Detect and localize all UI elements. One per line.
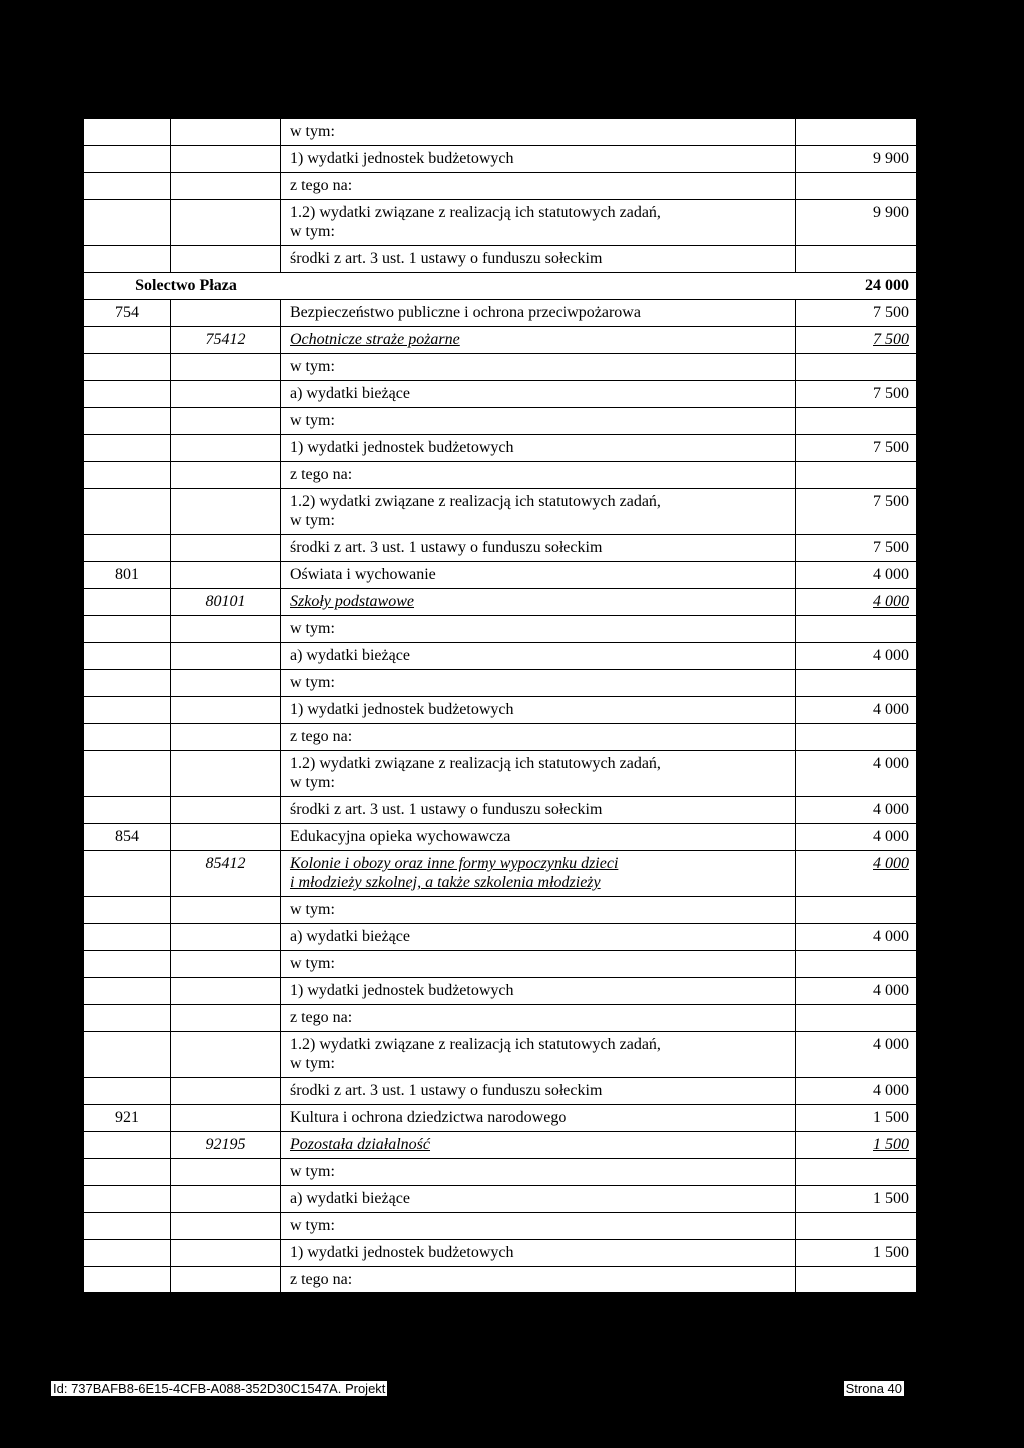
- description-cell: w tym:: [280, 119, 795, 145]
- section-code-cell: [84, 643, 170, 669]
- table-row: [84, 950, 916, 977]
- table-row: [84, 1185, 916, 1212]
- chapter-code-cell: [170, 173, 280, 199]
- section-code-cell: [84, 1186, 170, 1212]
- section-code-cell: [84, 1267, 170, 1292]
- description-cell: środki z art. 3 ust. 1 ustawy o funduszu sołeckim: [280, 1078, 795, 1104]
- section-code-cell: 754: [115, 304, 139, 321]
- chapter-code-cell: [170, 751, 280, 796]
- amount-cell: 7 500: [795, 435, 916, 461]
- description-cell: środki z art. 3 ust. 1 ustawy o funduszu sołeckim: [280, 246, 795, 272]
- chapter-code-cell: 92195: [170, 1132, 280, 1158]
- amount-cell: [795, 1005, 916, 1031]
- description-cell: w tym:: [280, 1159, 795, 1185]
- description-cell: środki z art. 3 ust. 1 ustawy o funduszu sołeckim: [280, 797, 795, 823]
- section-code-cell: [84, 119, 170, 145]
- section-code-cell: [84, 978, 170, 1004]
- section-code-cell: [84, 751, 170, 796]
- amount-cell: [795, 173, 916, 199]
- section-code-cell: [84, 354, 170, 380]
- amount-cell: [795, 670, 916, 696]
- amount-cell: 4 000: [795, 562, 916, 588]
- table-row: [84, 1104, 916, 1131]
- chapter-code-cell: [170, 1078, 280, 1104]
- amount-cell: 7 500: [795, 381, 916, 407]
- chapter-code-cell: [170, 670, 280, 696]
- section-code-cell: [84, 435, 170, 461]
- amount-cell: 4 000: [795, 924, 916, 950]
- table-row: [84, 461, 916, 488]
- table-row: [84, 118, 916, 145]
- section-code-cell: [84, 535, 170, 561]
- section-code-cell: [84, 408, 170, 434]
- description-cell: a) wydatki bieżące: [280, 381, 795, 407]
- section-code-cell: [84, 697, 170, 723]
- chapter-code-cell: 85412: [170, 851, 280, 896]
- table-row: [84, 272, 916, 299]
- description-cell: 1) wydatki jednostek budżetowych: [280, 697, 795, 723]
- amount-cell: 24 000: [865, 277, 909, 294]
- chapter-code-cell: [170, 489, 280, 534]
- table-row: [84, 534, 916, 561]
- chapter-code-cell: 75412: [170, 327, 280, 353]
- chapter-code-cell: [170, 1240, 280, 1266]
- table-row: [84, 615, 916, 642]
- section-code-cell: 854: [115, 828, 139, 845]
- description-cell: z tego na:: [280, 173, 795, 199]
- amount-cell: 4 000: [795, 697, 916, 723]
- chapter-code-cell: [170, 354, 280, 380]
- chapter-code-cell: [170, 562, 280, 588]
- amount-cell: 7 500: [795, 489, 916, 534]
- table-row: [84, 642, 916, 669]
- chapter-code-cell: [170, 797, 280, 823]
- chapter-code-cell: [170, 535, 280, 561]
- description-cell: w tym:: [280, 670, 795, 696]
- section-code-cell: [84, 1005, 170, 1031]
- table-row: [84, 561, 916, 588]
- amount-cell: [795, 1267, 916, 1292]
- description-cell: środki z art. 3 ust. 1 ustawy o funduszu sołeckim: [280, 535, 795, 561]
- chapter-code-cell: [170, 200, 280, 245]
- chapter-code-cell: [170, 1186, 280, 1212]
- chapter-code-cell: [170, 824, 280, 850]
- section-code-cell: 921: [115, 1109, 139, 1126]
- amount-cell: [795, 246, 916, 272]
- table-row: [84, 1158, 916, 1185]
- description-cell: Szkoły podstawowe: [280, 589, 795, 615]
- table-row: [84, 172, 916, 199]
- section-code-cell: [84, 924, 170, 950]
- table-row: [84, 1212, 916, 1239]
- section-code-cell: [84, 489, 170, 534]
- amount-cell: 1 500: [795, 1186, 916, 1212]
- chapter-code-cell: [170, 119, 280, 145]
- amount-cell: 1 500: [795, 1240, 916, 1266]
- amount-cell: 4 000: [795, 824, 916, 850]
- description-cell: Kultura i ochrona dziedzictwa narodowego: [280, 1105, 795, 1131]
- chapter-code-cell: [170, 1105, 280, 1131]
- description-cell: z tego na:: [280, 462, 795, 488]
- section-code-cell: [84, 589, 170, 615]
- description-cell: 1.2) wydatki związane z realizacją ich statutowych zadań, w tym:: [280, 751, 795, 796]
- section-code-cell: [84, 462, 170, 488]
- table-row: [84, 696, 916, 723]
- description-cell: 1) wydatki jednostek budżetowych: [280, 1240, 795, 1266]
- table-row: [84, 1077, 916, 1104]
- amount-cell: 4 000: [795, 1078, 916, 1104]
- chapter-code-cell: [170, 300, 280, 326]
- table-row: [84, 145, 916, 172]
- table-row: [84, 923, 916, 950]
- table-row: [84, 1031, 916, 1077]
- amount-cell: 7 500: [795, 535, 916, 561]
- section-code-cell: [84, 1078, 170, 1104]
- chapter-code-cell: [170, 1213, 280, 1239]
- chapter-code-cell: 80101: [170, 589, 280, 615]
- description-cell: z tego na:: [280, 1005, 795, 1031]
- description-cell: a) wydatki bieżące: [280, 924, 795, 950]
- amount-cell: 4 000: [795, 643, 916, 669]
- table-row: [84, 380, 916, 407]
- chapter-code-cell: [170, 146, 280, 172]
- chapter-code-cell: [170, 462, 280, 488]
- description-cell: w tym:: [280, 951, 795, 977]
- table-row: [84, 750, 916, 796]
- amount-cell: [795, 951, 916, 977]
- section-code-cell: [84, 1159, 170, 1185]
- description-cell: Edukacyjna opieka wychowawcza: [280, 824, 795, 850]
- chapter-code-cell: [170, 408, 280, 434]
- section-code-cell: [84, 724, 170, 750]
- section-code-cell: [84, 146, 170, 172]
- amount-cell: [795, 119, 916, 145]
- amount-cell: [795, 1213, 916, 1239]
- section-code-cell: 801: [115, 566, 139, 583]
- document-id: Id: 737BAFB8-6E15-4CFB-A088-352D30C1547A. Projekt: [53, 1381, 386, 1396]
- description-cell: 1.2) wydatki związane z realizacją ich statutowych zadań, w tym:: [280, 200, 795, 245]
- description-cell: w tym:: [280, 1213, 795, 1239]
- section-code-cell: [84, 851, 170, 896]
- table-row: [84, 823, 916, 850]
- section-code-cell: [84, 797, 170, 823]
- chapter-code-cell: [170, 435, 280, 461]
- chapter-code-cell: [170, 978, 280, 1004]
- table-row: [84, 588, 916, 615]
- description-cell: w tym:: [280, 408, 795, 434]
- description-cell: Oświata i wychowanie: [280, 562, 795, 588]
- section-code-cell: [84, 173, 170, 199]
- solectwo-name: Solectwo Płaza: [135, 277, 237, 294]
- section-code-cell: [84, 327, 170, 353]
- table-row: [84, 850, 916, 896]
- section-code-cell: [84, 1132, 170, 1158]
- section-code-cell: [84, 1032, 170, 1077]
- amount-cell: 1 500: [795, 1132, 916, 1158]
- amount-cell: 4 000: [795, 797, 916, 823]
- section-code-cell: [84, 616, 170, 642]
- amount-cell: 4 000: [795, 851, 916, 896]
- amount-cell: 4 000: [795, 589, 916, 615]
- amount-cell: 9 900: [795, 200, 916, 245]
- amount-cell: [795, 1159, 916, 1185]
- description-cell: Ochotnicze straże pożarne: [280, 327, 795, 353]
- amount-cell: 9 900: [795, 146, 916, 172]
- description-cell: a) wydatki bieżące: [280, 1186, 795, 1212]
- page-number: Strona 40: [845, 1381, 902, 1396]
- table-row: [84, 1266, 916, 1293]
- amount-cell: 4 000: [795, 1032, 916, 1077]
- section-code-cell: [84, 246, 170, 272]
- chapter-code-cell: [170, 1267, 280, 1292]
- section-code-cell: [84, 381, 170, 407]
- chapter-code-cell: [170, 924, 280, 950]
- section-code-cell: [84, 200, 170, 245]
- description-cell: Bezpieczeństwo publiczne i ochrona przeciwpożarowa: [280, 300, 795, 326]
- section-code-cell: [84, 670, 170, 696]
- table-row: [84, 1004, 916, 1031]
- description-cell: 1) wydatki jednostek budżetowych: [280, 146, 795, 172]
- chapter-code-cell: [170, 724, 280, 750]
- amount-cell: [795, 408, 916, 434]
- chapter-code-cell: [170, 381, 280, 407]
- chapter-code-cell: [170, 246, 280, 272]
- section-code-cell: [84, 951, 170, 977]
- chapter-code-cell: [170, 697, 280, 723]
- amount-cell: 4 000: [795, 978, 916, 1004]
- budget-table: [84, 118, 916, 1293]
- chapter-code-cell: [170, 616, 280, 642]
- chapter-code-cell: [170, 897, 280, 923]
- description-cell: w tym:: [280, 897, 795, 923]
- table-row: [84, 1131, 916, 1158]
- description-cell: a) wydatki bieżące: [280, 643, 795, 669]
- chapter-code-cell: [170, 1005, 280, 1031]
- amount-cell: [795, 462, 916, 488]
- description-cell: 1.2) wydatki związane z realizacją ich statutowych zadań, w tym:: [280, 489, 795, 534]
- table-row: [84, 326, 916, 353]
- table-row: [84, 353, 916, 380]
- description-cell: w tym:: [280, 354, 795, 380]
- chapter-code-cell: [170, 1159, 280, 1185]
- description-cell: 1.2) wydatki związane z realizacją ich statutowych zadań, w tym:: [280, 1032, 795, 1077]
- table-row: [84, 434, 916, 461]
- description-cell: Kolonie i obozy oraz inne formy wypoczynku dzieci i młodzieży szkolnej, a także szkolenia młodzieży: [280, 851, 795, 896]
- amount-cell: [795, 354, 916, 380]
- description-cell: 1) wydatki jednostek budżetowych: [280, 435, 795, 461]
- description-cell: z tego na:: [280, 724, 795, 750]
- description-cell: z tego na:: [280, 1267, 795, 1292]
- table-row: [84, 723, 916, 750]
- amount-cell: 7 500: [795, 300, 916, 326]
- amount-cell: [795, 724, 916, 750]
- table-row: [84, 977, 916, 1004]
- table-row: [84, 1239, 916, 1266]
- section-code-cell: [84, 897, 170, 923]
- description-cell: 1) wydatki jednostek budżetowych: [280, 978, 795, 1004]
- section-code-cell: [84, 1213, 170, 1239]
- amount-cell: 1 500: [795, 1105, 916, 1131]
- table-row: [84, 896, 916, 923]
- table-row: [84, 669, 916, 696]
- table-row: [84, 488, 916, 534]
- description-cell: w tym:: [280, 616, 795, 642]
- table-row: [84, 245, 916, 272]
- table-row: [84, 796, 916, 823]
- description-cell: Pozostała działalność: [280, 1132, 795, 1158]
- table-row: [84, 407, 916, 434]
- section-code-cell: [84, 1240, 170, 1266]
- chapter-code-cell: [170, 1032, 280, 1077]
- amount-cell: [795, 616, 916, 642]
- table-row: [84, 299, 916, 326]
- table-row: [84, 199, 916, 245]
- amount-cell: 7 500: [795, 327, 916, 353]
- chapter-code-cell: [170, 643, 280, 669]
- chapter-code-cell: [170, 951, 280, 977]
- amount-cell: [795, 897, 916, 923]
- amount-cell: 4 000: [795, 751, 916, 796]
